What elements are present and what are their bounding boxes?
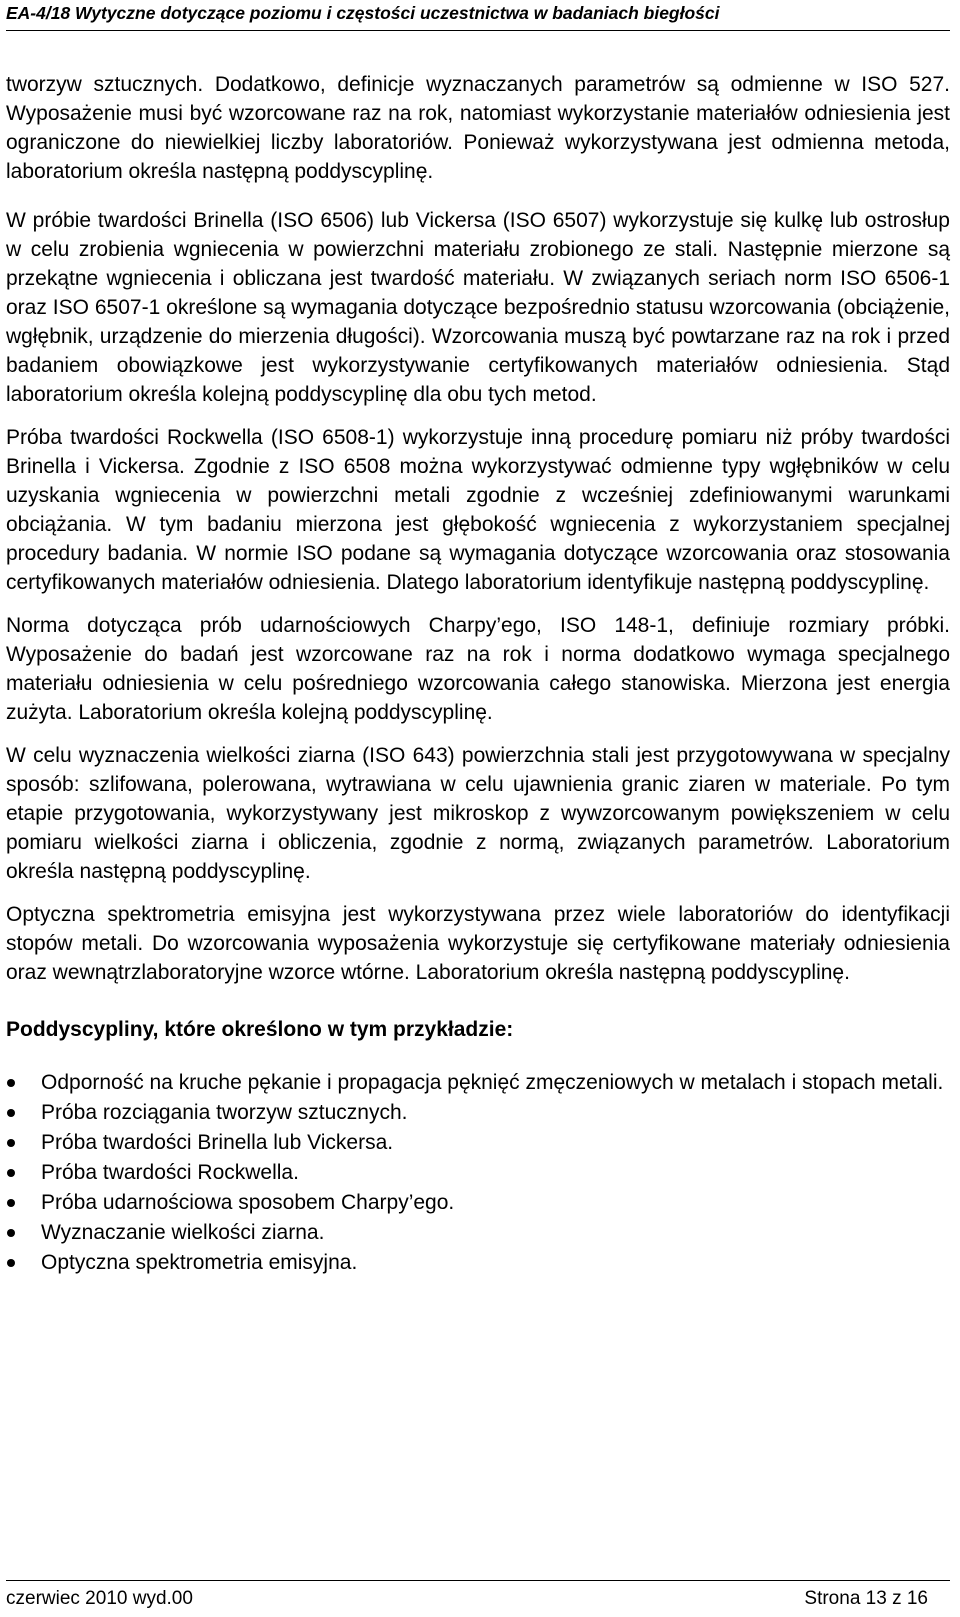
paragraph-optical-emission: Optyczna spektrometria emisyjna jest wykorzystywana przez wiele laboratoriów do identyfikacji stopów metali. Do wzorcowania wyposażenia wykorzystuje się certyfikowane materiały odniesienia oraz wewnątrzlaboratoryjne wzorce wtórne. Laboratorium określa następną poddyscyplinę. xyxy=(6,903,950,984)
footer-rule xyxy=(6,1580,950,1581)
list-item xyxy=(6,1158,950,1187)
list-item xyxy=(6,1248,950,1277)
subdisciplines-list xyxy=(6,1068,950,1277)
bullet-icon xyxy=(7,1259,15,1267)
subdisciplines-heading: Poddyscypliny, które określono w tym przykładzie: xyxy=(6,1018,514,1041)
list-item xyxy=(6,1218,950,1247)
bullet-icon xyxy=(7,1199,15,1207)
list-item-text: Optyczna spektrometria emisyjna. xyxy=(41,1251,358,1274)
list-item-text: Odporność na kruche pękanie i propagacja pęknięć zmęczeniowych w metalach i stopach metali. xyxy=(41,1071,944,1094)
bullet-icon xyxy=(7,1169,15,1177)
footer-date: czerwiec 2010 wyd.00 xyxy=(6,1588,193,1609)
paragraph-charpy: Norma dotycząca prób udarnościowych Charpy’ego, ISO 148-1, definiuje rozmiary próbki. Wyposażenie do badań jest wzorcowane raz na rok i norma dodatkowo wymaga specjalnego materiału odniesienia w celu pośredniego wzorcowania całego stanowiska. Mierzona jest energia zużyta. Laboratorium określa kolejną poddyscyplinę. xyxy=(6,614,950,724)
document-body xyxy=(6,70,950,1278)
paragraph-grain-size: W celu wyznaczenia wielkości ziarna (ISO 643) powierzchnia stali jest przygotowywana w specjalny sposób: szlifowana, polerowana, wytrawiana w celu ujawnienia granic ziaren w materiale. Po tym etapie przygotowania, wykorzystywany jest mikroskop z wywzorcowanym powiększeniem w celu pomiaru wielkości ziarna i obliczenia, zgodnie z normą, związanych parametrów. Laboratorium określa następną poddyscyplinę. xyxy=(6,744,950,883)
running-header: EA-4/18 Wytyczne dotyczące poziomu i częstości uczestnictwa w badaniach biegłości xyxy=(6,3,720,23)
footer-page-number: Strona 13 z 16 xyxy=(804,1588,928,1609)
list-item-text: Wyznaczanie wielkości ziarna. xyxy=(41,1221,325,1244)
paragraph-rockwell: Próba twardości Rockwella (ISO 6508-1) wykorzystuje inną procedurę pomiaru niż próby twardości Brinella i Vickersa. Zgodnie z ISO 6508 można wykorzystywać odmienne typy wgłębników w celu uzyskania wgniecenia w powierzchni metali zgodnie z wcześniej zdefiniowanymi warunkami obciążania. W tym badaniu mierzona jest głębokość wgniecenia z wykorzystaniem specjalnej procedury badania. W normie ISO podane są wymagania dotyczące wzorcowania oraz stosowania certyfikowanych materiałów odniesienia. Dlatego laboratorium identyfikuje następną poddyscyplinę. xyxy=(6,426,950,594)
header-rule xyxy=(6,30,950,31)
list-item xyxy=(6,1128,950,1157)
bullet-icon xyxy=(7,1229,15,1237)
list-item xyxy=(6,1188,950,1217)
bullet-icon xyxy=(7,1139,15,1147)
bullet-icon xyxy=(7,1079,15,1087)
paragraph-brinell-vickers: W próbie twardości Brinella (ISO 6506) lub Vickersa (ISO 6507) wykorzystuje się kulkę lub ostrosłup w celu zrobienia wgniecenia w powierzchni materiału zrobionego ze stali. Następnie mierzone są przekątne wgniecenia i obliczana jest twardość materiału. W związanych seriach norm ISO 6506-1 oraz ISO 6507-1 określone są wymagania dotyczące bezpośrednio statusu wzorcowania (obciążenie, wgłębnik, urządzenie do mierzenia długości). Wzorcowania muszą być powtarzane raz na rok i przed badaniem obowiązkowe jest wykorzystywanie certyfikowanych materiałów odniesienia. Stąd laboratorium określa kolejną poddyscyplinę dla obu tych metod. xyxy=(6,209,950,406)
paragraph-plastics-continuation: tworzyw sztucznych. Dodatkowo, definicje wyznaczanych parametrów są odmienne w ISO 527. Wyposażenie musi być wzorcowane raz na rok, natomiast wykorzystanie materiałów odniesienia jest ograniczone do niewielkiej liczby laboratoriów. Ponieważ wykorzystywana jest odmienna metoda, laboratorium określa następną poddyscyplinę. xyxy=(6,73,950,183)
list-item xyxy=(6,1068,950,1097)
list-item xyxy=(6,1098,950,1127)
list-item-text: Próba twardości Rockwella. xyxy=(41,1161,299,1184)
bullet-icon xyxy=(7,1109,15,1117)
list-item-text: Próba udarnościowa sposobem Charpy’ego. xyxy=(41,1191,455,1214)
list-item-text: Próba twardości Brinella lub Vickersa. xyxy=(41,1131,394,1154)
list-item-text: Próba rozciągania tworzyw sztucznych. xyxy=(41,1101,408,1124)
